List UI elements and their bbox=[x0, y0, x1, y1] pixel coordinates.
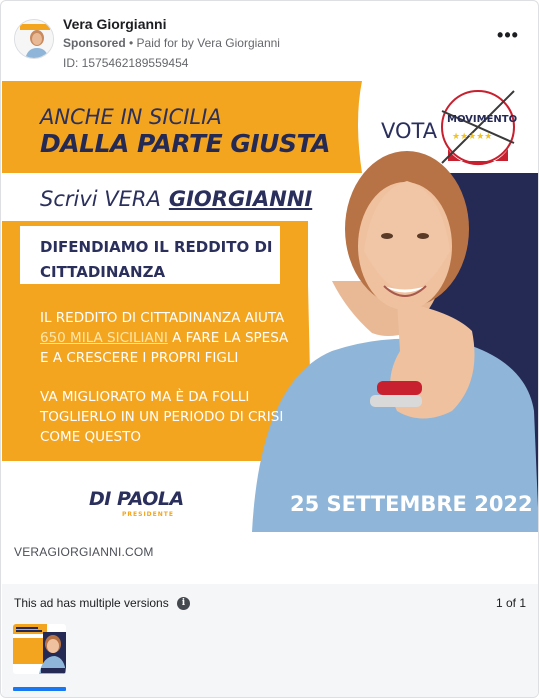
sponsored-label: Sponsored bbox=[63, 36, 126, 50]
headline-line-2: DALLA PARTE GIUSTA bbox=[40, 129, 330, 158]
ad-id: ID: 1575462189559454 bbox=[63, 56, 189, 70]
svg-text:★★★★★: ★★★★★ bbox=[452, 132, 493, 142]
more-options-button[interactable]: ••• bbox=[497, 25, 519, 45]
vota-label: VOTA bbox=[381, 119, 438, 143]
scrivi-label: Scrivi VERA bbox=[40, 187, 161, 211]
body-1-post: A FARE LA SPESA E A CRESCERE I PROPRI FIGLI bbox=[40, 330, 289, 366]
paid-for-name: Vera Giorgianni bbox=[197, 36, 280, 50]
info-icon[interactable]: i bbox=[177, 597, 190, 610]
versions-footer bbox=[2, 584, 539, 698]
scrivi-line bbox=[40, 187, 312, 211]
logo-text-top: MOVIMENTO bbox=[447, 114, 518, 125]
dipaola-logo: DI PAOLA bbox=[89, 488, 184, 510]
selected-version-indicator bbox=[13, 687, 66, 691]
advertiser-name[interactable]: Vera Giorgianni bbox=[63, 16, 167, 32]
body-paragraph-1 bbox=[40, 308, 300, 368]
logo-text-bottom: 2050 bbox=[466, 149, 494, 160]
link-url[interactable]: VERAGIORGIANNI.COM bbox=[14, 545, 154, 559]
body-1-pre: IL REDDITO DI CITTADINANZA AIUTA bbox=[40, 310, 285, 326]
version-pager: 1 of 1 bbox=[495, 596, 526, 610]
advertiser-avatar[interactable] bbox=[14, 19, 54, 59]
presidente-label: PRESIDENTE bbox=[122, 511, 174, 518]
version-thumbnail[interactable] bbox=[13, 624, 66, 674]
election-date: 25 SETTEMBRE 2022 bbox=[290, 492, 533, 516]
ad-creative-image[interactable] bbox=[2, 81, 539, 532]
box-title: DIFENDIAMO IL REDDITO DI CITTADINANZA bbox=[40, 238, 273, 281]
headline-line-1: ANCHE IN SICILIA bbox=[40, 105, 222, 129]
paid-for-prefix: • Paid for by bbox=[125, 36, 198, 50]
body-paragraph-2: VA MIGLIORATO MA È DA FOLLI TOGLIERLO IN UN PERIODO DI CRISI COME QUESTO bbox=[40, 389, 284, 445]
candidate-name: GIORGIANNI bbox=[168, 187, 313, 211]
versions-text: This ad has multiple versions bbox=[14, 596, 169, 610]
body-1-highlight: 650 MILA SICILIANI bbox=[40, 330, 168, 346]
sponsored-line bbox=[63, 36, 280, 50]
